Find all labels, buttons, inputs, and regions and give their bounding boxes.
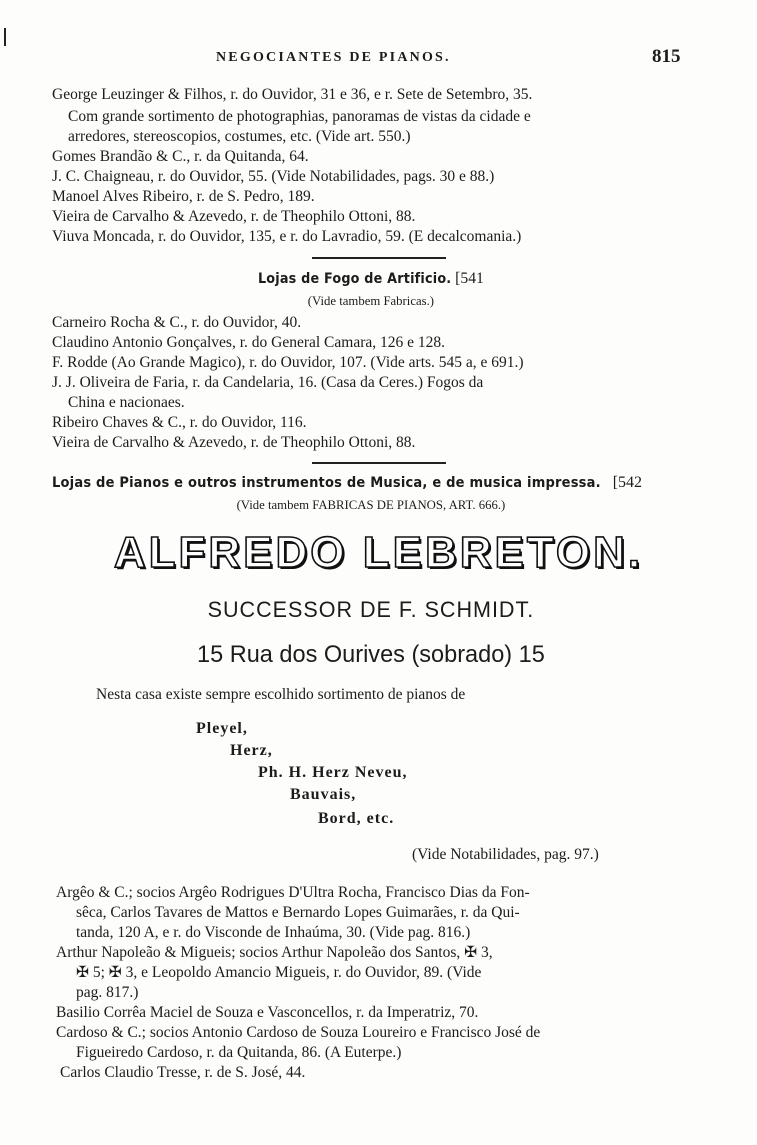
list-item: tanda, 120 A, e r. do Visconde de Inhaúma, 30. (Vide pag. 816.) [76, 924, 471, 941]
advert-name: ALFREDO LEBRETON. [113, 528, 644, 577]
list-item: Gomes Brandão & C., r. da Quitanda, 64. [52, 148, 309, 165]
list-item: Arthur Napoleão & Migueis; socios Arthur Napoleão dos Santos, ✠ 3, [56, 944, 493, 961]
list-item: F. Rodde (Ao Grande Magico), r. do Ouvidor, 107. (Vide arts. 545 a, e 691.) [52, 354, 524, 371]
section-number: [542 [612, 474, 643, 491]
brand-item: Pleyel, [196, 720, 248, 737]
list-item: Carlos Claudio Tresse, r. de S. José, 44. [60, 1064, 306, 1081]
brand-item: Bauvais, [290, 786, 357, 803]
page-header [0, 46, 757, 70]
list-item: George Leuzinger & Filhos, r. do Ouvidor, 31 e 36, e r. Sete de Setembro, 35. [52, 86, 533, 103]
section-title-text: Lojas de Fogo de Artificio. [257, 271, 452, 287]
list-item: Cardoso & C.; socios Antonio Cardoso de Souza Loureiro e Francisco José de [56, 1024, 541, 1041]
section-title-text: Lojas de Pianos e outros instrumentos de Musica, e de musica impressa. [52, 475, 601, 491]
list-item: J. J. Oliveira de Faria, r. da Candelaria, 16. (Casa da Ceres.) Fogos da [52, 374, 484, 391]
list-item: Carneiro Rocha & C., r. do Ouvidor, 40. [52, 314, 302, 331]
list-item: pag. 817.) [76, 984, 139, 1001]
advert-successor: SUCCESSOR DE F. SCHMIDT. [207, 597, 535, 622]
divider [312, 257, 446, 259]
list-item: Viuva Moncada, r. do Ouvidor, 135, e r. do Lavradio, 59. (E decalcomania.) [52, 228, 522, 245]
list-item: Com grande sortimento de photographias, panoramas de vistas da cidade e [68, 108, 531, 125]
page-number: 815 [652, 46, 681, 67]
brand-item: Bord, etc. [318, 810, 395, 827]
divider [312, 462, 446, 464]
list-item: Ribeiro Chaves & C., r. do Ouvidor, 116. [52, 414, 307, 431]
section-title-pianos [52, 472, 642, 494]
section-subtitle: (Vide tambem Fabricas.) [307, 293, 435, 308]
list-item: Manoel Alves Ribeiro, r. de S. Pedro, 189. [52, 188, 315, 205]
list-item: Vieira de Carvalho & Azevedo, r. de Theophilo Ottoni, 88. [52, 434, 416, 451]
list-item: ✠ 5; ✠ 3, e Leopoldo Amancio Migueis, r. do Ouvidor, 89. (Vide [76, 964, 482, 981]
advert-address: 15 Rua dos Ourives (sobrado) 15 [197, 641, 545, 668]
advert-reference: (Vide Notabilidades, pag. 97.) [412, 846, 599, 863]
list-item: Figueiredo Cardoso, r. da Quitanda, 86. (A Euterpe.) [76, 1044, 402, 1061]
running-head: NEGOCIANTES DE PIANOS. [216, 50, 451, 65]
list-item: Basilio Corrêa Maciel de Souza e Vasconcellos, r. da Imperatriz, 70. [56, 1004, 479, 1021]
list-item: China e nacionaes. [68, 394, 185, 411]
section-title-fogo [0, 268, 742, 290]
list-item: Vieira de Carvalho & Azevedo, r. de Theophilo Ottoni, 88. [52, 208, 416, 225]
list-item: Claudino Antonio Gonçalves, r. do General Camara, 126 e 128. [52, 334, 446, 351]
list-item: arredores, stereoscopios, costumes, etc. (Vide art. 550.) [68, 128, 411, 145]
list-item: sêca, Carlos Tavares de Mattos e Bernardo Lopes Guimarães, r. da Qui- [76, 904, 520, 921]
list-item: J. C. Chaigneau, r. do Ouvidor, 55. (Vide Notabilidades, pags. 30 e 88.) [52, 168, 495, 185]
section-subtitle: (Vide tambem FABRICAS DE PIANOS, ART. 666.) [236, 497, 506, 512]
section-number: [541 [455, 270, 484, 287]
scan-edge-mark [4, 28, 6, 46]
list-item: Argêo & C.; socios Argêo Rodrigues D'Ultra Rocha, Francisco Dias da Fon- [56, 884, 530, 901]
brand-item: Herz, [230, 742, 273, 759]
advert-intro: Nesta casa existe sempre escolhido sortimento de pianos de [96, 686, 466, 703]
brand-item: Ph. H. Herz Neveu, [258, 764, 408, 781]
